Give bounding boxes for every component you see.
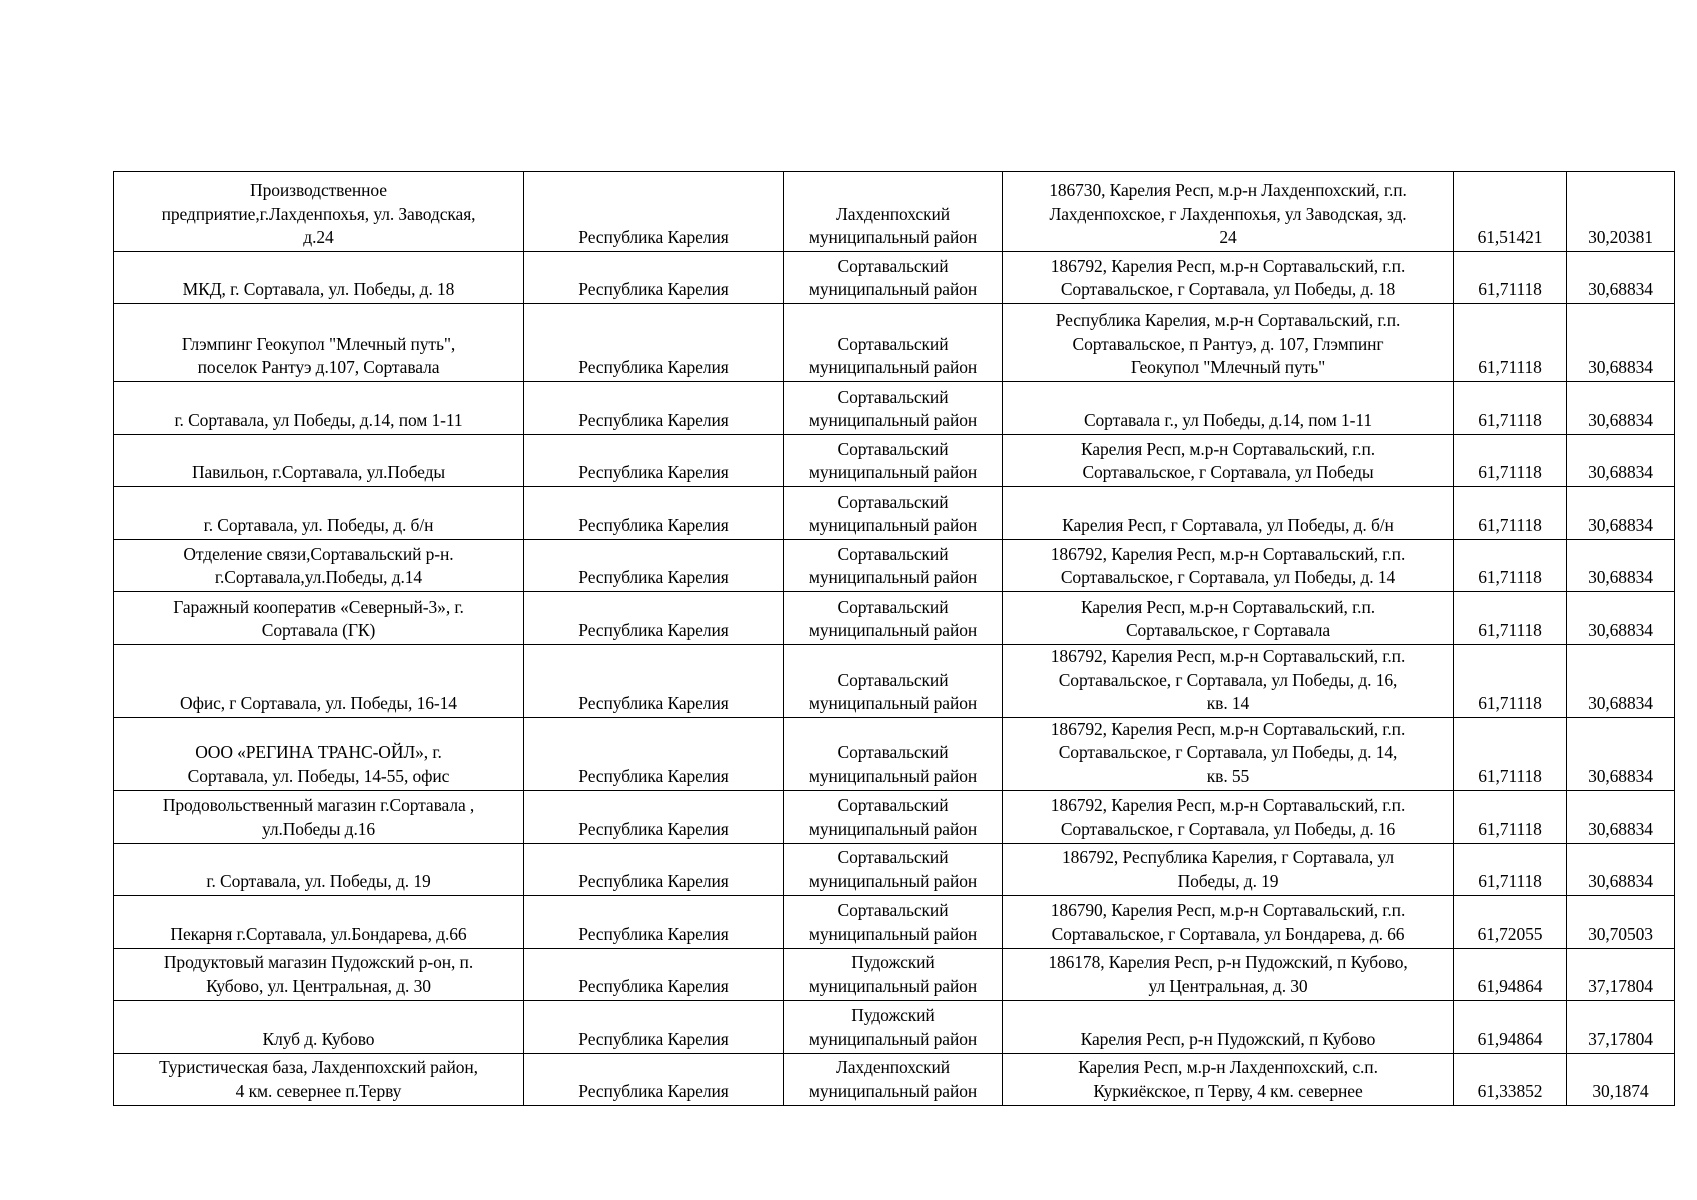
cell-line: кв. 14 bbox=[1206, 693, 1250, 714]
cell-line: Сортавальский bbox=[837, 847, 949, 868]
cell-line: муниципальный район bbox=[808, 975, 978, 996]
address-cell bbox=[1003, 382, 1454, 435]
cell-line: муниципальный район bbox=[808, 279, 978, 300]
cell-text: 30,68834 bbox=[1588, 462, 1653, 483]
table-row bbox=[114, 172, 1675, 252]
cell-line: Сортавальский bbox=[837, 255, 949, 276]
cell-line: муниципальный район bbox=[808, 410, 978, 431]
cell-text: 30,70503 bbox=[1588, 923, 1653, 944]
cell-line: Пудожский bbox=[851, 952, 935, 973]
cell-text: 61,71118 bbox=[1478, 410, 1542, 431]
address-cell bbox=[1003, 948, 1454, 1000]
cell-text: 61,71118 bbox=[1478, 357, 1542, 378]
address-cell bbox=[1003, 435, 1454, 487]
district-cell bbox=[784, 487, 1003, 540]
longitude-cell bbox=[1567, 790, 1675, 843]
cell-line: Глэмпинг Геокупол "Млечный путь", bbox=[181, 333, 456, 354]
cell-line: муниципальный район bbox=[808, 620, 978, 641]
cell-line: Сортавальское, г Сортавала, ул Бондарева, д. 66 bbox=[1051, 923, 1405, 944]
region-cell bbox=[524, 717, 784, 790]
object-name-cell bbox=[114, 382, 524, 435]
cell-line: ООО «РЕГИНА ТРАНС-ОЙЛ», г. bbox=[195, 742, 442, 763]
district-cell bbox=[784, 592, 1003, 645]
cell-line: 24 bbox=[1219, 227, 1237, 248]
cell-line: муниципальный район bbox=[808, 870, 978, 891]
table-row bbox=[114, 895, 1675, 948]
table-row bbox=[114, 592, 1675, 645]
cell-text: Республика Карелия bbox=[578, 923, 729, 944]
object-name-cell bbox=[114, 790, 524, 843]
address-cell bbox=[1003, 592, 1454, 645]
address-cell bbox=[1003, 487, 1454, 540]
region-cell bbox=[524, 790, 784, 843]
table-body bbox=[114, 172, 1675, 1106]
cell-line: Офис, г Сортавала, ул. Победы, 16-14 bbox=[180, 693, 457, 714]
district-cell bbox=[784, 948, 1003, 1000]
cell-text: Республика Карелия bbox=[578, 515, 729, 536]
cell-line: Карелия Респ, г Сортавала, ул Победы, д. б/н bbox=[1062, 515, 1394, 536]
object-name-cell bbox=[114, 252, 524, 304]
cell-line: Сортавальский bbox=[837, 900, 949, 921]
latitude-cell bbox=[1454, 948, 1567, 1000]
address-cell bbox=[1003, 717, 1454, 790]
cell-line: Сортавальский bbox=[837, 596, 949, 617]
cell-text: 30,68834 bbox=[1588, 693, 1653, 714]
district-cell bbox=[784, 382, 1003, 435]
longitude-cell bbox=[1567, 717, 1675, 790]
object-name-cell bbox=[114, 1053, 524, 1105]
cell-line: муниципальный район bbox=[808, 462, 978, 483]
cell-line: муниципальный район bbox=[808, 818, 978, 839]
cell-line: Лахденпохский bbox=[835, 1057, 951, 1078]
cell-line: Сортавальский bbox=[837, 795, 949, 816]
district-cell bbox=[784, 252, 1003, 304]
region-cell bbox=[524, 645, 784, 718]
address-cell bbox=[1003, 1053, 1454, 1105]
address-cell bbox=[1003, 843, 1454, 895]
cell-line: муниципальный район bbox=[808, 357, 978, 378]
table-row bbox=[114, 435, 1675, 487]
cell-line: муниципальный район bbox=[808, 693, 978, 714]
table-row bbox=[114, 948, 1675, 1000]
cell-text: 37,17804 bbox=[1588, 975, 1653, 996]
latitude-cell bbox=[1454, 435, 1567, 487]
cell-text: 37,17804 bbox=[1588, 1028, 1653, 1049]
cell-text: 30,68834 bbox=[1588, 765, 1653, 786]
cell-text: Республика Карелия bbox=[578, 357, 729, 378]
object-name-cell bbox=[114, 843, 524, 895]
district-cell bbox=[784, 717, 1003, 790]
cell-line: д.24 bbox=[303, 227, 334, 248]
cell-text: 30,68834 bbox=[1588, 279, 1653, 300]
cell-text: 30,68834 bbox=[1588, 870, 1653, 891]
longitude-cell bbox=[1567, 172, 1675, 252]
address-cell bbox=[1003, 304, 1454, 382]
longitude-cell bbox=[1567, 382, 1675, 435]
district-cell bbox=[784, 895, 1003, 948]
cell-text: Республика Карелия bbox=[578, 462, 729, 483]
cell-line: 4 км. севернее п.Терву bbox=[235, 1080, 402, 1101]
region-cell bbox=[524, 843, 784, 895]
district-cell bbox=[784, 790, 1003, 843]
cell-text: Республика Карелия bbox=[578, 620, 729, 641]
cell-line: кв. 55 bbox=[1206, 765, 1250, 786]
cell-line: поселок Рантуэ д.107, Сортавала bbox=[197, 357, 440, 378]
cell-text: 61,71118 bbox=[1478, 515, 1542, 536]
cell-text: 61,51421 bbox=[1477, 227, 1543, 248]
cell-text: 30,68834 bbox=[1588, 567, 1653, 588]
cell-text: Республика Карелия bbox=[578, 975, 729, 996]
object-name-cell bbox=[114, 1000, 524, 1053]
cell-line: Сортавальское, г Сортавала, ул Победы, д. 16, bbox=[1058, 669, 1398, 690]
object-name-cell bbox=[114, 172, 524, 252]
cell-line: Карелия Респ, р-н Пудожский, п Кубово bbox=[1080, 1028, 1376, 1049]
region-cell bbox=[524, 304, 784, 382]
cell-line: муниципальный район bbox=[808, 227, 978, 248]
cell-line: муниципальный район bbox=[808, 567, 978, 588]
latitude-cell bbox=[1454, 592, 1567, 645]
cell-text: 61,71118 bbox=[1478, 693, 1542, 714]
cell-line: Лахденпохский bbox=[835, 203, 951, 224]
latitude-cell bbox=[1454, 1053, 1567, 1105]
cell-line: Карелия Респ, м.р-н Лахденпохский, с.п. bbox=[1078, 1057, 1378, 1078]
address-cell bbox=[1003, 172, 1454, 252]
address-cell bbox=[1003, 790, 1454, 843]
document-page bbox=[113, 171, 1674, 1106]
cell-text: Республика Карелия bbox=[578, 227, 729, 248]
cell-text: 30,1874 bbox=[1592, 1080, 1649, 1101]
cell-line: 186730, Карелия Респ, м.р-н Лахденпохский, г.п. bbox=[1049, 180, 1407, 201]
region-cell bbox=[524, 382, 784, 435]
cell-line: Производственное bbox=[250, 180, 387, 201]
longitude-cell bbox=[1567, 895, 1675, 948]
latitude-cell bbox=[1454, 717, 1567, 790]
cell-line: Павильон, г.Сортавала, ул.Победы bbox=[191, 462, 446, 483]
cell-line: Сортавала г., ул Победы, д.14, пом 1-11 bbox=[1083, 410, 1373, 431]
table-row bbox=[114, 717, 1675, 790]
cell-line: ул.Победы д.16 bbox=[261, 818, 376, 839]
longitude-cell bbox=[1567, 592, 1675, 645]
region-cell bbox=[524, 435, 784, 487]
object-name-cell bbox=[114, 717, 524, 790]
latitude-cell bbox=[1454, 843, 1567, 895]
cell-line: Гаражный кооператив «Северный-3», г. bbox=[173, 596, 464, 617]
cell-line: Сортавальский bbox=[837, 333, 949, 354]
region-cell bbox=[524, 252, 784, 304]
cell-line: 186792, Карелия Респ, м.р-н Сортавальский, г.п. bbox=[1050, 646, 1406, 666]
cell-line: Победы, д. 19 bbox=[1177, 870, 1279, 891]
longitude-cell bbox=[1567, 1053, 1675, 1105]
cell-line: Сортавальский bbox=[837, 438, 949, 459]
cell-line: Сортавальское, г Сортавала, ул Победы, д. 18 bbox=[1060, 279, 1396, 300]
cell-line: МКД, г. Сортавала, ул. Победы, д. 18 bbox=[182, 279, 455, 300]
district-cell bbox=[784, 1000, 1003, 1053]
cell-text: Республика Карелия bbox=[578, 870, 729, 891]
cell-text: 61,94864 bbox=[1477, 1028, 1543, 1049]
cell-line: предприятие,г.Лахденпохья, ул. Заводская, bbox=[161, 203, 476, 224]
cell-line: 186792, Карелия Респ, м.р-н Сортавальский, г.п. bbox=[1050, 795, 1406, 816]
cell-line: Сортавальское, г Сортавала, ул Победы bbox=[1082, 462, 1374, 483]
cell-line: Кубово, ул. Центральная, д. 30 bbox=[206, 975, 431, 996]
cell-line: 186792, Республика Карелия, г Сортавала, ул bbox=[1062, 847, 1394, 868]
cell-line: Сортавала, ул. Победы, 14-55, офис bbox=[187, 765, 450, 786]
district-cell bbox=[784, 1053, 1003, 1105]
table-row bbox=[114, 252, 1675, 304]
cell-text: 30,68834 bbox=[1588, 818, 1653, 839]
cell-line: Клуб д. Кубово bbox=[262, 1028, 375, 1049]
cell-line: Продовольственный магазин г.Сортавала , bbox=[162, 795, 475, 816]
cell-text: 30,20381 bbox=[1588, 227, 1653, 248]
region-cell bbox=[524, 592, 784, 645]
cell-line: муниципальный район bbox=[808, 923, 978, 944]
address-cell bbox=[1003, 540, 1454, 592]
cell-line: Лахденпохское, г Лахденпохья, ул Заводская, зд. bbox=[1049, 203, 1407, 224]
table-row bbox=[114, 790, 1675, 843]
cell-text: Республика Карелия bbox=[578, 765, 729, 786]
region-cell bbox=[524, 172, 784, 252]
cell-line: Геокупол "Млечный путь" bbox=[1130, 357, 1326, 378]
cell-line: Пекарня г.Сортавала, ул.Бондарева, д.66 bbox=[170, 923, 467, 944]
object-name-cell bbox=[114, 540, 524, 592]
district-cell bbox=[784, 645, 1003, 718]
cell-line: Сортавальский bbox=[837, 742, 949, 763]
cell-text: 61,71118 bbox=[1478, 279, 1542, 300]
cell-text: 61,71118 bbox=[1478, 765, 1542, 786]
cell-line: Сортавальское, г Сортавала, ул Победы, д. 14, bbox=[1058, 742, 1398, 763]
object-name-cell bbox=[114, 592, 524, 645]
latitude-cell bbox=[1454, 172, 1567, 252]
cell-line: Пудожский bbox=[851, 1005, 935, 1026]
cell-line: муниципальный район bbox=[808, 1080, 978, 1101]
region-cell bbox=[524, 895, 784, 948]
latitude-cell bbox=[1454, 790, 1567, 843]
address-cell bbox=[1003, 645, 1454, 718]
cell-line: Карелия Респ, м.р-н Сортавальский, г.п. bbox=[1080, 438, 1375, 459]
cell-text: Республика Карелия bbox=[578, 818, 729, 839]
object-name-cell bbox=[114, 435, 524, 487]
region-cell bbox=[524, 540, 784, 592]
cell-text: 30,68834 bbox=[1588, 410, 1653, 431]
cell-text: Республика Карелия bbox=[578, 410, 729, 431]
cell-line: Сортавальский bbox=[837, 669, 949, 690]
table-row bbox=[114, 304, 1675, 382]
cell-line: муниципальный район bbox=[808, 1028, 978, 1049]
cell-text: 61,94864 bbox=[1477, 975, 1543, 996]
cell-text: 61,33852 bbox=[1477, 1080, 1543, 1101]
longitude-cell bbox=[1567, 304, 1675, 382]
cell-line: Сортавальское, п Рантуэ, д. 107, Глэмпинг bbox=[1072, 333, 1384, 354]
latitude-cell bbox=[1454, 382, 1567, 435]
table-row bbox=[114, 843, 1675, 895]
latitude-cell bbox=[1454, 487, 1567, 540]
longitude-cell bbox=[1567, 540, 1675, 592]
locations-table bbox=[113, 171, 1675, 1106]
latitude-cell bbox=[1454, 540, 1567, 592]
cell-line: 186792, Карелия Респ, м.р-н Сортавальский, г.п. bbox=[1050, 543, 1406, 564]
cell-line: Республика Карелия, м.р-н Сортавальский, г.п. bbox=[1055, 310, 1401, 331]
latitude-cell bbox=[1454, 252, 1567, 304]
district-cell bbox=[784, 172, 1003, 252]
object-name-cell bbox=[114, 645, 524, 718]
cell-line: Сортавала (ГК) bbox=[261, 620, 376, 641]
latitude-cell bbox=[1454, 645, 1567, 718]
region-cell bbox=[524, 1000, 784, 1053]
cell-line: г.Сортавала,ул.Победы, д.14 bbox=[214, 567, 423, 588]
cell-text: 61,71118 bbox=[1478, 567, 1542, 588]
cell-line: 186178, Карелия Респ, р-н Пудожский, п Кубово, bbox=[1048, 952, 1408, 973]
cell-text: 30,68834 bbox=[1588, 357, 1653, 378]
longitude-cell bbox=[1567, 487, 1675, 540]
district-cell bbox=[784, 435, 1003, 487]
table-row bbox=[114, 487, 1675, 540]
longitude-cell bbox=[1567, 645, 1675, 718]
region-cell bbox=[524, 948, 784, 1000]
cell-text: Республика Карелия bbox=[578, 279, 729, 300]
address-cell bbox=[1003, 252, 1454, 304]
longitude-cell bbox=[1567, 435, 1675, 487]
table-row bbox=[114, 1053, 1675, 1105]
cell-line: г. Сортавала, ул Победы, д.14, пом 1-11 bbox=[174, 410, 463, 431]
cell-line: Куркиёкское, п Терву, 4 км. севернее bbox=[1093, 1080, 1363, 1101]
cell-text: 30,68834 bbox=[1588, 620, 1653, 641]
district-cell bbox=[784, 304, 1003, 382]
cell-line: Туристическая база, Лахденпохский район, bbox=[159, 1057, 478, 1078]
table-row bbox=[114, 540, 1675, 592]
district-cell bbox=[784, 540, 1003, 592]
cell-text: 61,71118 bbox=[1478, 620, 1542, 641]
cell-text: Республика Карелия bbox=[578, 567, 729, 588]
longitude-cell bbox=[1567, 948, 1675, 1000]
cell-line: ул Центральная, д. 30 bbox=[1148, 975, 1308, 996]
cell-text: Республика Карелия bbox=[578, 1080, 729, 1101]
cell-line: Сортавальское, г Сортавала, ул Победы, д. 16 bbox=[1060, 818, 1396, 839]
longitude-cell bbox=[1567, 843, 1675, 895]
object-name-cell bbox=[114, 487, 524, 540]
cell-line: Карелия Респ, м.р-н Сортавальский, г.п. bbox=[1080, 596, 1375, 617]
cell-line: Сортавальское, г Сортавала, ул Победы, д. 14 bbox=[1060, 567, 1396, 588]
cell-line: г. Сортавала, ул. Победы, д. 19 bbox=[206, 870, 431, 891]
cell-text: 61,71118 bbox=[1478, 870, 1542, 891]
district-cell bbox=[784, 843, 1003, 895]
object-name-cell bbox=[114, 895, 524, 948]
cell-text: Республика Карелия bbox=[578, 693, 729, 714]
table-row bbox=[114, 645, 1675, 718]
longitude-cell bbox=[1567, 1000, 1675, 1053]
address-cell bbox=[1003, 895, 1454, 948]
cell-line: муниципальный район bbox=[808, 515, 978, 536]
latitude-cell bbox=[1454, 304, 1567, 382]
latitude-cell bbox=[1454, 895, 1567, 948]
cell-line: Сортавальское, г Сортавала bbox=[1125, 620, 1331, 641]
latitude-cell bbox=[1454, 1000, 1567, 1053]
address-cell bbox=[1003, 1000, 1454, 1053]
cell-line: Продуктовый магазин Пудожский р-он, п. bbox=[163, 952, 474, 973]
cell-text: Республика Карелия bbox=[578, 1028, 729, 1049]
longitude-cell bbox=[1567, 252, 1675, 304]
table-row bbox=[114, 1000, 1675, 1053]
cell-line: муниципальный район bbox=[808, 765, 978, 786]
cell-text: 61,71118 bbox=[1478, 818, 1542, 839]
cell-line: 186790, Карелия Респ, м.р-н Сортавальский, г.п. bbox=[1050, 900, 1406, 921]
cell-line: Сортавальский bbox=[837, 386, 949, 407]
cell-line: Отделение связи,Сортавальский р-н. bbox=[183, 543, 454, 564]
region-cell bbox=[524, 1053, 784, 1105]
cell-line: Сортавальский bbox=[837, 543, 949, 564]
cell-text: 61,71118 bbox=[1478, 462, 1542, 483]
cell-text: 30,68834 bbox=[1588, 515, 1653, 536]
cell-line: 186792, Карелия Респ, м.р-н Сортавальский, г.п. bbox=[1050, 718, 1406, 739]
region-cell bbox=[524, 487, 784, 540]
cell-line: г. Сортавала, ул. Победы, д. б/н bbox=[203, 515, 434, 536]
object-name-cell bbox=[114, 948, 524, 1000]
cell-line: 186792, Карелия Респ, м.р-н Сортавальский, г.п. bbox=[1050, 255, 1406, 276]
object-name-cell bbox=[114, 304, 524, 382]
cell-text: 61,72055 bbox=[1477, 923, 1543, 944]
cell-line: Сортавальский bbox=[837, 491, 949, 512]
table-row bbox=[114, 382, 1675, 435]
